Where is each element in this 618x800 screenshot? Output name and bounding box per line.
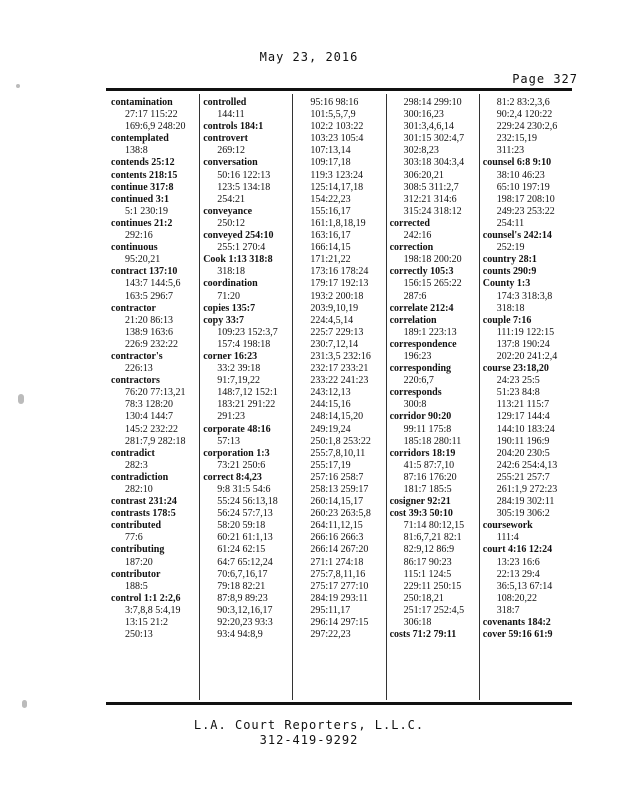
index-page-refs: 318:7 [496,604,520,616]
index-page-refs: 315:24 318:12 [403,205,462,217]
index-term: contents 218:15 [111,169,178,181]
transcript-date: May 23, 2016 [259,50,359,64]
index-page-refs: 242:6 254:4,13 [496,459,558,471]
index-page-refs: 203:9,10,19 [310,302,359,314]
index-page-refs: 231:3,5 232:16 [310,350,371,362]
index-term: counts 290:9 [482,266,537,278]
index-term: corresponding [389,363,452,375]
index-page-refs: 90:3,12,16,17 [217,604,273,616]
index-page-refs: 303:18 304:3,4 [403,157,465,169]
index-page-refs: 301:3,4,6,14 [403,121,454,133]
index-page-refs: 99:11 175:8 [403,423,452,435]
index-page-refs: 93:4 94:8,9 [217,629,263,641]
index-page-refs: 38:10 46:23 [496,169,545,181]
index-page-refs: 95:20,21 [125,254,161,266]
index-term: counsel 6:8 9:10 [482,157,552,169]
index-page-refs: 73:21 250:6 [217,459,266,471]
index-page-refs: 82:9,12 86:9 [403,544,455,556]
index-term: contract 137:10 [111,266,178,278]
index-page-refs: 229:24 230:2,6 [496,121,558,133]
index-term: corporation 1:3 [203,447,270,459]
index-page-refs: 297:22,23 [310,629,351,641]
index-term: contributed [111,520,161,532]
index-page-refs: 300:16,23 [403,109,444,121]
index-page-refs: 87:16 176:20 [403,471,457,483]
index-page-refs: 173:16 178:24 [310,266,369,278]
index-term: corrected [389,217,430,229]
index-page-refs: 87:8,9 89:23 [217,592,268,604]
index-page-refs: 250:13 [125,629,153,641]
index-page-refs: 318:18 [496,302,525,314]
index-term: coursework [482,520,533,532]
index-term: correspondence [389,338,457,350]
index-page-refs: 157:4 198:18 [217,338,271,350]
index-page-refs: 244:15,16 [310,399,351,411]
index-page-refs: 284:19 302:11 [496,496,555,508]
index-term: coordination [203,278,258,290]
index-term: corresponds [389,387,442,399]
index-page-refs: 55:24 56:13,18 [217,496,278,508]
index-page-refs: 156:15 265:22 [403,278,462,290]
index-term: corridor 90:20 [389,411,452,423]
index-page-refs: 163:16,17 [310,230,351,242]
index-term: contemplated [111,133,169,145]
index-page-refs: 155:16,17 [310,205,351,217]
index-page-refs: 242:16 [403,230,432,242]
index-page-refs: 287:6 [403,290,427,302]
index-page-refs: 169:6,9 248:20 [125,121,186,133]
index-column-4 [386,94,479,700]
index-page-refs: 103:23 105:4 [310,133,364,145]
index-page-refs: 187:20 [125,556,153,568]
index-page-refs: 163:5 296:7 [125,290,174,302]
index-page-refs: 91:7,19,22 [217,375,260,387]
index-page-refs: 179:17 192:13 [310,278,369,290]
reporter-company: L.A. Court Reporters, L.L.C. [193,718,425,732]
index-term: continues 21:2 [111,217,173,229]
index-term: cosigner 92:21 [389,496,451,508]
index-term: copies 135:7 [203,302,256,314]
index-page-refs: 107:13,14 [310,145,351,157]
index-page-refs: 296:14 297:15 [310,617,369,629]
index-page-refs: 226:13 [125,363,153,375]
index-page-refs: 261:1,9 272:23 [496,484,558,495]
index-page-refs: 295:11,17 [310,604,351,616]
index-term: country 28:1 [482,254,537,266]
index-page-refs: 5:1 230:19 [125,205,169,217]
index-page-refs: 282:10 [125,484,153,495]
index-page-refs: 3:7,8,8 5:4,19 [125,604,181,616]
index-page-refs: 101:5,5,7,9 [310,109,356,121]
index-term: cost 39:3 50:10 [389,508,453,520]
index-page-refs: 78:3 128:20 [125,399,174,411]
index-page-refs: 225:7 229:13 [310,326,364,338]
index-page-refs: 64:7 65:12,24 [217,556,273,568]
index-page-refs: 248:14,15,20 [310,411,364,423]
index-term: controvert [203,133,248,145]
index-term: couple 7:16 [482,314,532,326]
index-term: contradiction [111,471,169,483]
index-page-refs: 308:5 311:2,7 [403,181,459,193]
index-page-refs: 51:23 84:8 [496,387,540,399]
index-term: costs 71:2 79:11 [389,629,457,641]
index-page-refs: 318:18 [217,266,245,278]
index-page-refs: 249:19,24 [310,423,351,435]
index-term: correlate 212:4 [389,302,454,314]
index-page-refs: 81:6,7,21 82:1 [403,532,462,544]
index-page-refs: 232:17 233:21 [310,363,369,375]
index-page-refs: 56:24 57:7,13 [217,508,273,520]
index-page-refs: 60:21 61:1,13 [217,532,273,544]
index-page-refs: 229:11 250:15 [403,580,462,592]
index-page-refs: 13:23 16:6 [496,556,540,568]
index-page-refs: 21:20 86:13 [125,314,174,326]
index-page-refs: 76:20 77:13,21 [125,387,186,399]
index-page-refs: 224:4,5,14 [310,314,354,326]
index-page-refs: 298:14 299:10 [403,97,462,108]
index-page-refs: 198:18 200:20 [403,254,462,266]
index-page-refs: 181:7 185:5 [403,484,452,495]
index-column-5 [479,94,572,700]
index-page-refs: 255:21 257:7 [496,471,550,483]
index-page-refs: 92:20,23 93:3 [217,617,273,629]
index-page-refs: 230:7,12,14 [310,338,359,350]
index-page-refs: 130:4 144:7 [125,411,174,423]
index-page-refs: 250:18,21 [403,592,444,604]
index-page-refs: 243:12,13 [310,387,351,399]
index-page-refs: 189:1 223:13 [403,326,457,338]
index-page-refs: 255:17,19 [310,459,351,471]
index-page-refs: 188:5 [125,580,148,592]
index-page-refs: 33:2 39:18 [217,363,261,375]
index-page-refs: 9:8 31:5 54:6 [217,484,271,495]
index-page-refs: 81:2 83:2,3,6 [496,97,550,108]
index-column-2 [199,94,292,700]
index-term: contributor [111,568,161,580]
index-page-refs: 250:1,8 253:22 [310,435,371,447]
index-page-refs: 171:21,22 [310,254,351,266]
word-index-table [106,94,572,700]
index-term: copy 33:7 [203,314,245,326]
index-page-refs: 190:11 196:9 [496,435,550,447]
hole-punch-mark [22,700,27,708]
page-number: Page 327 [512,72,578,86]
index-page-refs: 254:21 [217,193,245,205]
index-page-refs: 65:10 197:19 [496,181,550,193]
index-page-refs: 196:23 [403,350,432,362]
index-page-refs: 50:16 122:13 [217,169,271,181]
index-page-refs: 111:4 [496,532,519,544]
index-page-refs: 311:23 [496,145,525,157]
index-page-refs: 306:20,21 [403,169,444,181]
index-column-1 [106,94,199,700]
index-page-refs: 226:9 232:22 [125,338,179,350]
index-term: contractor [111,302,156,314]
index-term: Cook 1:13 318:8 [203,254,273,266]
index-term: contamination [111,97,173,108]
index-term: course 23:18,20 [482,363,549,375]
index-term: corporate 48:16 [203,423,271,435]
index-page-refs: 300:8 [403,399,427,411]
index-page-refs: 258:13 259:17 [310,484,369,495]
reporter-phone: 312-419-9292 [259,733,359,747]
index-term: conveyed 254:10 [203,230,274,242]
index-page-refs: 252:19 [496,242,525,254]
index-page-refs: 255:1 270:4 [217,242,266,254]
index-term: conversation [203,157,258,169]
index-page-refs: 185:18 280:11 [403,435,462,447]
index-page-refs: 137:8 190:24 [496,338,550,350]
index-term: corridors 18:19 [389,447,456,459]
index-page-refs: 113:21 115:7 [496,399,550,411]
index-page-refs: 264:11,12,15 [310,520,363,532]
index-page-refs: 232:15,19 [496,133,538,145]
index-term: contributing [111,544,165,556]
index-page-refs: 254:11 [496,217,525,229]
index-page-refs: 284:19 293:11 [310,592,369,604]
index-page-refs: 202:20 241:2,4 [496,350,558,362]
index-page-refs: 266:14 267:20 [310,544,369,556]
index-page-refs: 260:14,15,17 [310,496,364,508]
index-term: counsel's 242:14 [482,230,552,242]
index-term: contradict [111,447,155,459]
index-page-refs: 251:17 252:4,5 [403,604,465,616]
index-page-refs: 166:14,15 [310,242,351,254]
index-term: contrast 231:24 [111,496,177,508]
index-page-refs: 301:15 302:4,7 [403,133,465,145]
index-page-refs: 144:11 [217,109,245,121]
index-page-refs: 275:7,8,11,16 [310,568,366,580]
index-page-refs: 109:17,18 [310,157,351,169]
index-page-refs: 58:20 59:18 [217,520,266,532]
index-term: continued 3:1 [111,193,170,205]
index-page-refs: 86:17 90:23 [403,556,452,568]
index-page-refs: 71:20 [217,290,240,302]
index-page-refs: 79:18 82:21 [217,580,266,592]
index-page-refs: 115:1 124:5 [403,568,452,580]
index-page-refs: 125:14,17,18 [310,181,364,193]
index-page-refs: 145:2 232:22 [125,423,179,435]
index-page-refs: 204:20 230:5 [496,447,550,459]
index-term: controlled [203,97,247,108]
index-page-refs: 275:17 277:10 [310,580,369,592]
index-page-refs: 220:6,7 [403,375,434,387]
index-page-refs: 233:22 241:23 [310,375,369,387]
index-term: correction [389,242,434,254]
index-page-refs: 129:17 144:4 [496,411,550,423]
index-page-refs: 90:2,4 120:22 [496,109,553,121]
index-page-refs: 269:12 [217,145,245,157]
top-rule [106,88,572,91]
index-page-refs: 61:24 62:15 [217,544,266,556]
index-page-refs: 174:3 318:3,8 [496,290,553,302]
index-page-refs: 183:21 291:22 [217,399,276,411]
index-page-refs: 305:19 306:2 [496,508,550,520]
index-page-refs: 111:19 122:15 [496,326,555,338]
index-page-refs: 24:23 25:5 [496,375,540,387]
index-term: contends 25:12 [111,157,175,169]
index-page-refs: 292:16 [125,230,153,242]
index-term: conveyance [203,205,253,217]
index-column-3 [292,94,385,700]
index-term: contractors [111,375,160,387]
index-page-refs: 95:16 98:16 [310,97,359,108]
index-page-refs: 138:9 163:6 [125,326,174,338]
index-page-refs: 119:3 123:24 [310,169,364,181]
index-page-refs: 71:14 80:12,15 [403,520,465,532]
index-page-refs: 257:16 258:7 [310,471,364,483]
index-page-refs: 271:1 274:18 [310,556,364,568]
index-page-refs: 109:23 152:3,7 [217,326,278,338]
index-page-refs: 144:10 183:24 [496,423,555,435]
index-page-refs: 193:2 200:18 [310,290,364,302]
index-page-refs: 306:18 [403,617,432,629]
index-term: control 1:1 2:2,6 [111,592,181,604]
index-page-refs: 41:5 87:7,10 [403,459,455,471]
index-page-refs: 281:7,9 282:18 [125,435,186,447]
index-term: court 4:16 12:24 [482,544,553,556]
index-term: contractor's [111,350,163,362]
bottom-rule [106,702,572,705]
index-page-refs: 250:12 [217,217,245,229]
index-page-refs: 13:15 21:2 [125,617,169,629]
index-term: controls 184:1 [203,121,264,133]
index-term: covenants 184:2 [482,617,551,629]
index-term: corner 16:23 [203,350,258,362]
index-page-refs: 282:3 [125,459,148,471]
index-term: correlation [389,314,437,326]
index-term: continuous [111,242,158,254]
index-term: continue 317:8 [111,181,174,193]
index-page-refs: 266:16 266:3 [310,532,364,544]
index-page-refs: 161:1,8,18,19 [310,217,366,229]
index-page-refs: 255:7,8,10,11 [310,447,366,459]
index-page-refs: 143:7 144:5,6 [125,278,181,290]
index-page-refs: 57:13 [217,435,240,447]
index-page-refs: 249:23 253:22 [496,205,555,217]
index-page-refs: 108:20,22 [496,592,538,604]
index-page-refs: 27:17 115:22 [125,109,178,121]
index-page-refs: 102:2 103:22 [310,121,364,133]
index-term: contrasts 178:5 [111,508,176,520]
index-term: cover 59:16 61:9 [482,629,553,641]
hole-punch-mark [16,84,20,88]
index-page-refs: 312:21 314:6 [403,193,457,205]
hole-punch-mark [18,394,24,404]
index-page-refs: 291:23 [217,411,245,423]
index-term: County 1:3 [482,278,531,290]
index-page-refs: 154:22,23 [310,193,351,205]
index-page-refs: 123:5 134:18 [217,181,271,193]
index-page-refs: 22:13 29:4 [496,568,540,580]
index-page-refs: 302:8,23 [403,145,439,157]
index-page-refs: 260:23 263:5,8 [310,508,371,520]
index-page-refs: 198:17 208:10 [496,193,555,205]
index-page-refs: 36:5,13 67:14 [496,580,553,592]
index-page-refs: 70:6,7,16,17 [217,568,268,580]
index-term: correct 8:4,23 [203,471,262,483]
index-term: correctly 105:3 [389,266,454,278]
index-page-refs: 138:8 [125,145,148,157]
index-page-refs: 148:7,12 152:1 [217,387,278,399]
index-page-refs: 77:6 [125,532,143,544]
